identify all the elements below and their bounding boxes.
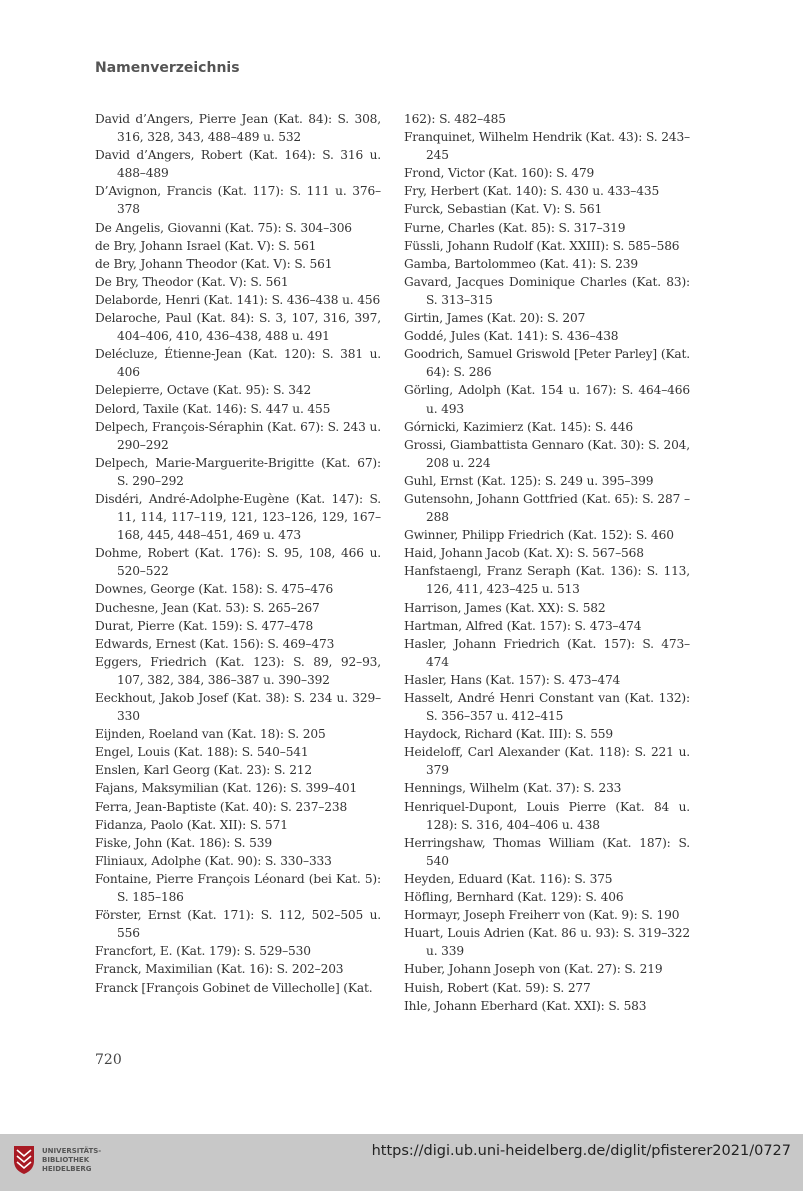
index-entry: Hartman, Alfred (Kat. 157): S. 473–474 (404, 618, 642, 633)
index-entry: Heideloff, Carl Alexander (Kat. 118): S. 221 u. 379 (404, 745, 690, 778)
index-entry: Henriquel-Dupont, Louis Pierre (Kat. 84 u. 128): S. 316, 404–406 u. 438 (404, 799, 690, 832)
index-column-right (404, 110, 690, 1015)
index-entry: Hanfstaengl, Franz Seraph (Kat. 136): S. 113, 126, 411, 423–425 u. 513 (404, 564, 690, 597)
index-entry: Füssli, Johann Rudolf (Kat. XXIII): S. 585–586 (404, 238, 680, 253)
index-entry: Delaborde, Henri (Kat. 141): S. 436–438 u. 456 (95, 292, 381, 307)
index-entry: Fiske, John (Kat. 186): S. 539 (95, 835, 272, 850)
index-entry: Fajans, Maksymilian (Kat. 126): S. 399–401 (95, 781, 358, 796)
index-entry: Disdéri, André-Adolphe-Eugène (Kat. 147): S. 11, 114, 117–119, 121, 123–126, 129, 167–168, 445, 448–451, 469 u. 473 (95, 491, 381, 543)
index-entry: Huber, Johann Joseph von (Kat. 27): S. 219 (404, 962, 663, 977)
index-entry: Goddé, Jules (Kat. 141): S. 436–438 (404, 329, 619, 344)
index-entry: Enslen, Karl Georg (Kat. 23): S. 212 (95, 763, 313, 778)
index-entry: Guhl, Ernst (Kat. 125): S. 249 u. 395–399 (404, 473, 654, 488)
index-entry: Hasselt, André Henri Constant van (Kat. 132): S. 356–357 u. 412–415 (404, 691, 690, 724)
index-entry: Delpech, Marie-Marguerite-Brigitte (Kat. 67): S. 290–292 (95, 455, 381, 488)
index-entry: Eggers, Friedrich (Kat. 123): S. 89, 92–93, 107, 382, 384, 386–387 u. 390–392 (95, 654, 381, 687)
index-entry: Görling, Adolph (Kat. 154 u. 167): S. 464–466 u. 493 (404, 383, 690, 416)
index-entry: Furne, Charles (Kat. 85): S. 317–319 (404, 220, 626, 235)
logo-line: HEIDELBERG (42, 1164, 92, 1173)
index-entry: Fliniaux, Adolphe (Kat. 90): S. 330–333 (95, 853, 332, 868)
index-entry: Franck [François Gobinet de Villecholle] (Kat. (95, 980, 373, 995)
index-entry: David d’Angers, Pierre Jean (Kat. 84): S. 308, 316, 328, 343, 488–489 u. 532 (95, 112, 381, 145)
index-entry: Gavard, Jacques Dominique Charles (Kat. 83): S. 313–315 (404, 274, 690, 307)
index-entry: Franck, Maximilian (Kat. 16): S. 202–203 (95, 962, 344, 977)
index-entry: Herringshaw, Thomas William (Kat. 187): S. 540 (404, 835, 690, 868)
index-entry: Höfling, Bernhard (Kat. 129): S. 406 (404, 890, 624, 905)
index-entry: Durat, Pierre (Kat. 159): S. 477–478 (95, 618, 314, 633)
page-heading: Namenverzeichnis (95, 60, 240, 76)
index-entry: Haydock, Richard (Kat. III): S. 559 (404, 727, 614, 742)
index-entry: Gutensohn, Johann Gottfried (Kat. 65): S. 287 –288 (404, 491, 690, 525)
index-entry: Goodrich, Samuel Griswold [Peter Parley] (Kat. 64): S. 286 (404, 347, 690, 380)
index-entry: Delord, Taxile (Kat. 146): S. 447 u. 455 (95, 401, 331, 416)
index-entry: D’Avignon, Francis (Kat. 117): S. 111 u. 376–378 (95, 184, 381, 217)
footer-bar (0, 1134, 803, 1191)
index-entry: Fontaine, Pierre François Léonard (bei Kat. 5): S. 185–186 (95, 871, 381, 905)
index-entry: Huart, Louis Adrien (Kat. 86 u. 93): S. 319–322 u. 339 (404, 926, 690, 959)
index-entry: Delécluze, Étienne-Jean (Kat. 120): S. 381 u. 406 (95, 347, 381, 380)
index-entry: Delaroche, Paul (Kat. 84): S. 3, 107, 316, 397, 404–406, 410, 436–438, 488 u. 491 (95, 311, 381, 344)
index-entry: Frond, Victor (Kat. 160): S. 479 (404, 166, 595, 181)
index-entry: Fry, Herbert (Kat. 140): S. 430 u. 433–435 (404, 184, 660, 199)
logo-line: BIBLIOTHEK (42, 1155, 90, 1164)
index-entry: Förster, Ernst (Kat. 171): S. 112, 502–505 u. 556 (95, 908, 381, 941)
index-entry: Grossi, Giambattista Gennaro (Kat. 30): S. 204, 208 u. 224 (404, 437, 690, 470)
index-entry: De Angelis, Giovanni (Kat. 75): S. 304–306 (95, 220, 352, 235)
index-entry: Huish, Robert (Kat. 59): S. 277 (404, 980, 591, 995)
index-entry: Furck, Sebastian (Kat. V): S. 561 (404, 202, 603, 217)
index-entry: Hasler, Johann Friedrich (Kat. 157): S. 473–474 (404, 636, 690, 669)
index-entry: Girtin, James (Kat. 20): S. 207 (404, 311, 586, 326)
index-entry: Hormayr, Joseph Freiherr von (Kat. 9): S. 190 (404, 908, 680, 923)
logo-line: UNIVERSITÄTS- (42, 1146, 102, 1155)
index-entry: Delepierre, Octave (Kat. 95): S. 342 (95, 383, 312, 398)
library-logo-text (42, 1147, 101, 1174)
source-url-link[interactable]: https://digi.ub.uni-heidelberg.de/diglit/pfisterer2021/0727 (371, 1143, 791, 1159)
index-entry: Gwinner, Philipp Friedrich (Kat. 152): S. 460 (404, 528, 674, 543)
index-entry: Hasler, Hans (Kat. 157): S. 473–474 (404, 672, 621, 687)
index-entry: Dohme, Robert (Kat. 176): S. 95, 108, 466 u. 520–522 (95, 546, 381, 579)
library-shield-icon (12, 1144, 36, 1176)
index-entry: Hennings, Wilhelm (Kat. 37): S. 233 (404, 781, 622, 796)
index-entry: Engel, Louis (Kat. 188): S. 540–541 (95, 745, 309, 760)
index-entry: David d’Angers, Robert (Kat. 164): S. 316 u. 488–489 (95, 148, 381, 181)
index-entry: Downes, George (Kat. 158): S. 475–476 (95, 582, 334, 597)
index-entry: Franquinet, Wilhelm Hendrik (Kat. 43): S. 243–245 (404, 130, 690, 163)
index-entry: Edwards, Ernest (Kat. 156): S. 469–473 (95, 636, 335, 651)
index-entry: De Bry, Theodor (Kat. V): S. 561 (95, 274, 289, 289)
index-entry: Gamba, Bartolommeo (Kat. 41): S. 239 (404, 256, 638, 271)
index-entry: Heyden, Eduard (Kat. 116): S. 375 (404, 871, 613, 886)
index-entry: Fidanza, Paolo (Kat. XII): S. 571 (95, 817, 288, 832)
index-entry: Francfort, E. (Kat. 179): S. 529–530 (95, 944, 311, 959)
index-entry: de Bry, Johann Theodor (Kat. V): S. 561 (95, 256, 333, 271)
index-entry: Duchesne, Jean (Kat. 53): S. 265–267 (95, 600, 320, 615)
index-entry: Haid, Johann Jacob (Kat. X): S. 567–568 (404, 546, 644, 561)
page-number: 720 (95, 1052, 122, 1068)
index-entry: Delpech, François-Séraphin (Kat. 67): S. 243 u. 290–292 (95, 419, 381, 452)
index-entry: Harrison, James (Kat. XX): S. 582 (404, 600, 606, 615)
index-entry: Eeckhout, Jakob Josef (Kat. 38): S. 234 u. 329–330 (95, 691, 381, 724)
index-column-left (95, 110, 381, 997)
index-entry: Górnicki, Kazimierz (Kat. 145): S. 446 (404, 419, 633, 434)
index-entry-continuation: 162): S. 482–485 (404, 112, 506, 126)
index-entry: Eijnden, Roeland van (Kat. 18): S. 205 (95, 727, 326, 742)
index-entry: Ferra, Jean-Baptiste (Kat. 40): S. 237–238 (95, 799, 348, 814)
index-entry: Ihle, Johann Eberhard (Kat. XXI): S. 583 (404, 998, 647, 1013)
library-logo[interactable] (12, 1144, 101, 1176)
index-entry: de Bry, Johann Israel (Kat. V): S. 561 (95, 238, 317, 253)
